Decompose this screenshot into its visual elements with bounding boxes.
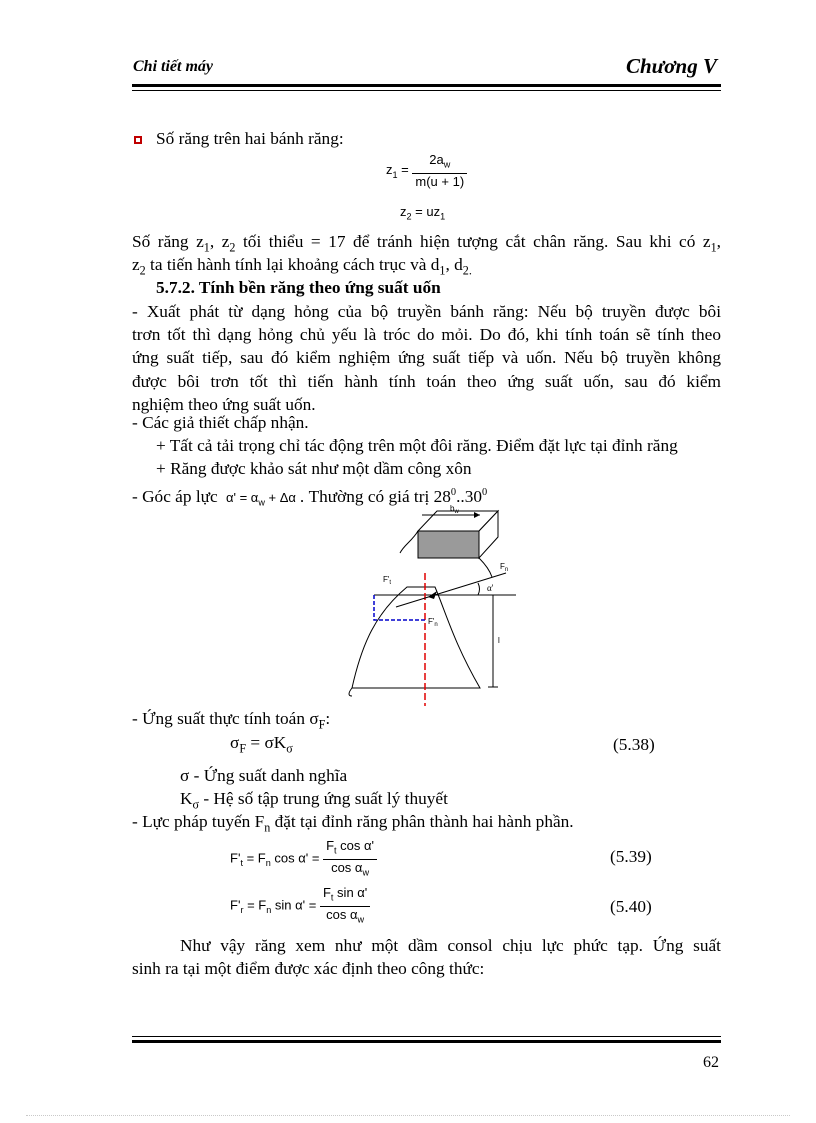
equation-number: (5.40) [610,897,652,916]
page-number: 62 [703,1054,719,1071]
gear-tooth-force-diagram [340,503,520,706]
force-component-lines [374,595,425,620]
paragraph-line: sinh ra tại một điểm được xác định theo công thức: [132,959,485,978]
page-edge [26,1115,790,1116]
footer-rule-thick [132,1040,721,1043]
paragraph-line: nghiệm theo ứng suất uốn. [132,395,316,414]
ksigma-definition: $K_\sigma$ - Hệ số tập trung ứng suất lý thuyết [180,789,448,812]
header-book-title: Chi tiết máy [133,58,213,75]
bullet-text: Số răng trên hai bánh răng: [156,129,344,148]
assumptions-title: - Các giả thiết chấp nhận. [132,413,309,432]
alpha-label: α' [487,583,494,593]
equation-number: (5.38) [613,735,655,754]
header-chapter-title: Chương V [626,54,717,78]
paragraph-line: ứng suất tiếp, sau đó kiểm nghiệm ứng suất tiếp và uốn. Nếu bộ truyền không [132,348,721,367]
stress-title: - Ứng suất thực tính toán $\sigma_F$: [132,709,331,732]
l-label: l [498,636,500,645]
header-rule-thin [132,90,721,91]
bullet-square-icon [134,136,142,144]
paragraph-line: được bôi trơn tốt thì tiến hành tính toán theo ứng suất uốn, sau đó kiểm [132,372,721,391]
fn-label: $F_n$ [500,562,509,573]
assumption-item: + Răng được khảo sát như một dầm công xôn [156,459,472,478]
paragraph-line: Như vậy răng xem như một dầm consol chịu lực phức tạp. Ứng suất [180,936,721,955]
formula-z1: $z_1$ = $\frac{2a_w}{m(u + 1)}$ [386,152,467,190]
tooth-face-shading [418,531,479,558]
bw-label: $b_w$ [450,504,459,515]
paragraph-line: trơn tốt thì dạng hỏng chủ yếu là tróc do mỏi. Do đó, khi tính toán sẽ tính theo [132,325,721,344]
footer-rule-thin [132,1036,721,1037]
formula-5-40: $F'_r = F_n$ sin α' = $\frac{F_t \sin \alpha'}{\cos \alpha_w}$ [230,885,370,927]
header-rule-thick [132,84,721,87]
fr-label: $F'_n$ [428,617,438,628]
equation-number: (5.39) [610,847,652,866]
paragraph-line: Số răng $z_1$, $z_2$ tối thiểu = 17 để tránh hiện tượng cắt chân răng. Sau khi có $z_1$, [132,232,721,255]
sigma-definition: σ - Ứng suất danh nghĩa [180,766,348,785]
section-title: 5.7.2. Tính bền răng theo ứng suất uốn [156,278,441,297]
ft-label: $F'_t$ [383,575,392,586]
assumption-item: + Tất cả tải trọng chỉ tác động trên một đôi răng. Điểm đặt lực tại đỉnh răng [156,436,678,455]
paragraph-line: $z_2$ ta tiến hành tính lại khoảng cách trục và $d_1$, $d_{2.}$ [132,255,472,278]
formula-5-38: $\sigma_F = \sigma K_\sigma$ [230,733,293,756]
formula-5-39: $F'_t = F_n$ cos α' = $\frac{F_t \cos \alpha'}{\cos \alpha_w}$ [230,838,377,880]
formula-z2: $z_2 = uz_1$ [400,204,446,222]
force-line: - Lực pháp tuyến $F_n$ đặt tại đỉnh răng phân thành hai hành phần. [132,812,574,835]
pressure-angle-line: - Góc áp lực $\alpha' = \alpha_w + \Delta\alpha$ . Thường có giá trị $28^0..30^0$ [132,486,488,508]
tooth-profile [352,587,480,688]
paragraph-line: - Xuất phát từ dạng hỏng của bộ truyền bánh răng: Nếu bộ truyền được bôi [132,302,721,321]
